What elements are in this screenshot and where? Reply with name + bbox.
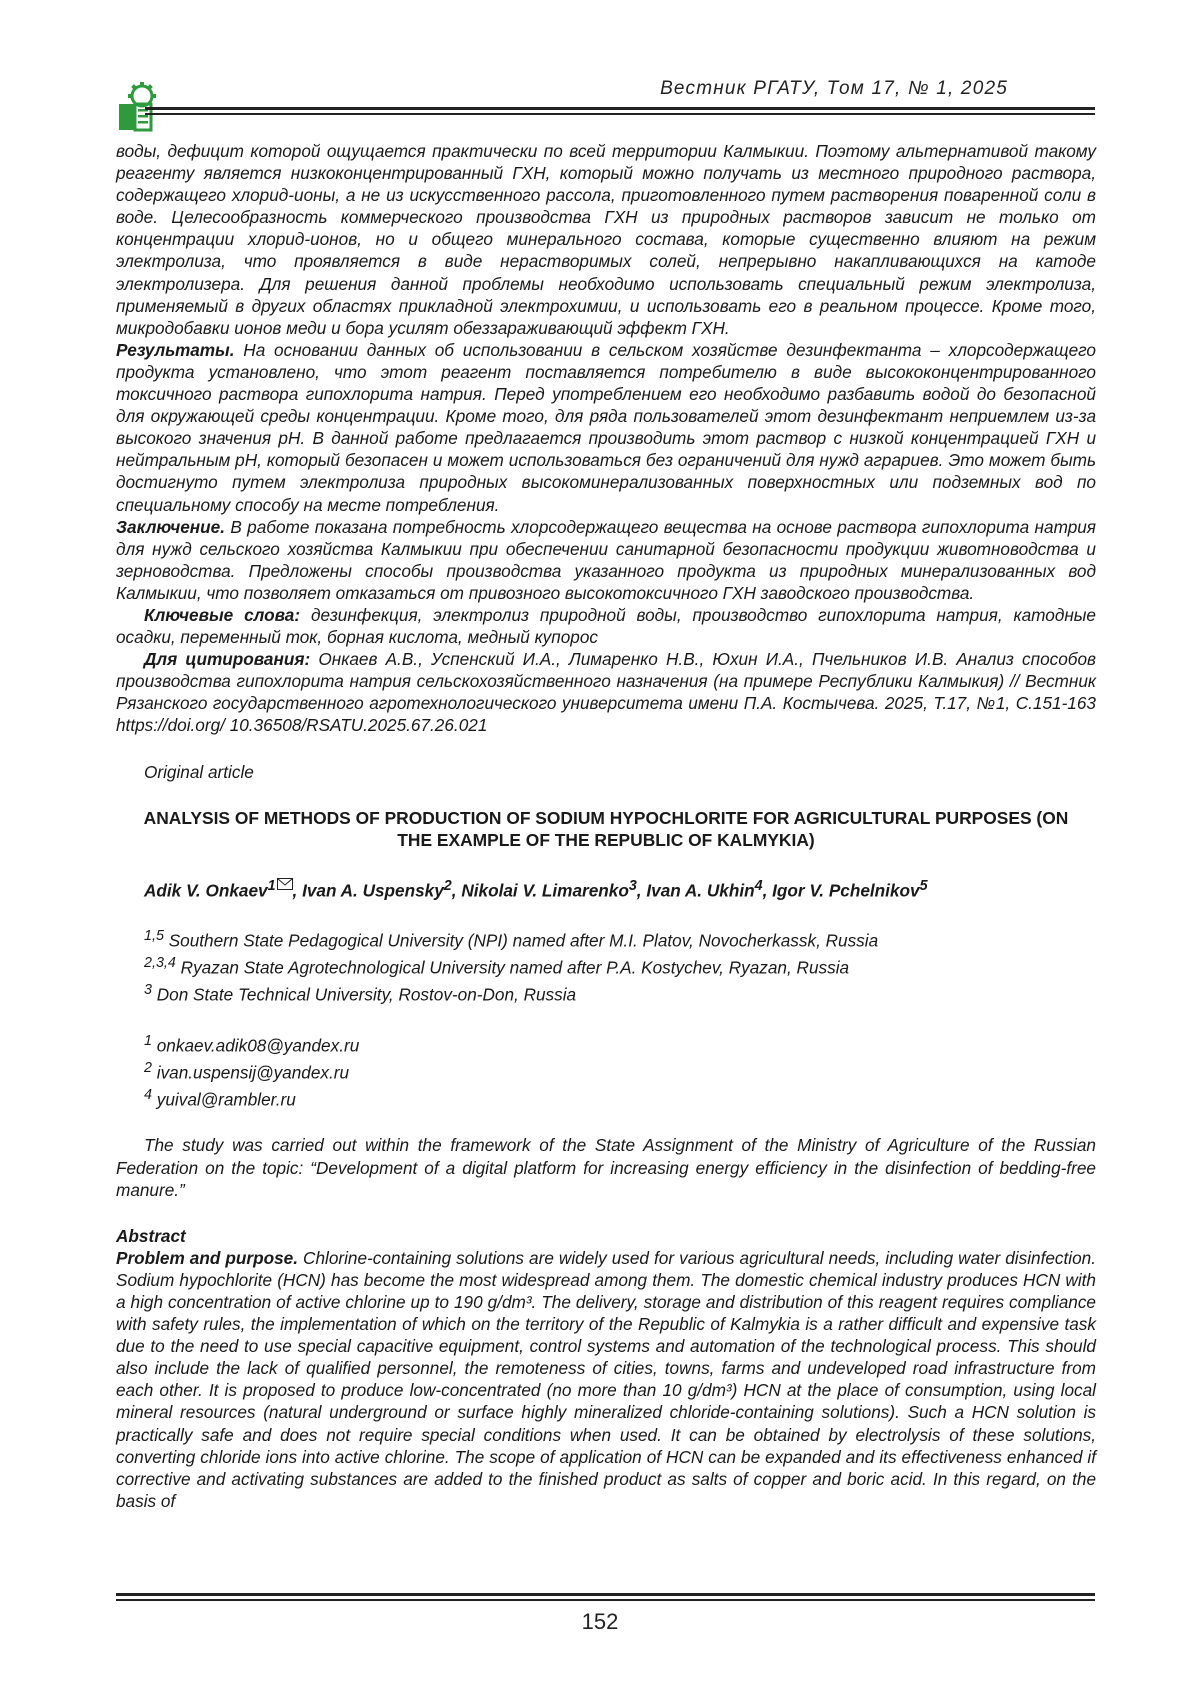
problem-paragraph (116, 1247, 1096, 1512)
author-list: Adik V. Onkaev$^1$ , Ivan A. Uspensky$^2$, Nikolai V. Limarenko$^3$, Ivan A. Ukhin$^4$, Igor V. Pchelnikov$^5$ (144, 877, 928, 901)
affiliation-text: Don State Technical University, Rostov-on-Don, Russia (156, 984, 577, 1005)
problem-text: Chlorine-containing solutions are widely used for various agricultural needs, including water disinfection. Sodium hypochlorite (HCN) has become the most widespread among them. The domestic chemical industry produces HCN with a high concentration of active chlorine up to 190 g/dm³. The delivery, storage and distribution of this reagent requires compliance with safety rules, the implementation of which on the territory of the Republic of Kalmykia is a rather difficult and expensive task due to the need to use special capacitive equipment, control systems and automation of the technological process. This should also include the lack of qualified personnel, the remoteness of cities, towns, farms and undeveloped road infrastructure from each other. It is proposed to produce low-concentrated (no more than 10 g/dm³) HCN at the place of consumption, using local mineral resources (natural underground or surface highly mineralized chloride-containing solutions). Such a HCN solution is practically safe and does not require special conditions when used. It can be obtained by electrolysis of these solutions, converting chloride ions into active chlorine. The scope of application of HCN can be expanded and its effectiveness enhanced if corrective and activating substances are added to the finished product as salts of copper and boric acid. In this regard, on the basis of (116, 1247, 1097, 1511)
affiliation (116, 952, 1096, 979)
ru-conclusion-text: В работе показана потребность хлорсодержащего вещества на основе раствора гипохлорита натрия для нужд сельского хозяйства Калмыкии при обеспечении санитарной безопасности продукции животноводства и зерноводства. Предложены способы производства указанного продукта из природных минерализованных вод Калмыкии, что позволяет отказаться от привозного высокотоксичного ГХН заводского производства. (116, 516, 1096, 603)
author-superscript: 4 (754, 877, 763, 894)
affiliation-superscript: 3 (144, 982, 152, 999)
affiliation-text: Southern State Pedagogical University (NPI) named after M.I. Platov, Novocherkassk, Russia (168, 931, 879, 952)
english-title: ANALYSIS OF METHODS OF PRODUCTION OF SODIUM HYPOCHLORITE FOR AGRICULTURAL PURPOSES (ON THE EXAMPLE OF THE REPUBLIC OF KALMYKIA) (143, 807, 1069, 850)
email-entry (116, 1084, 1096, 1111)
email-link[interactable]: ivan.uspensij@yandex.ru (156, 1062, 350, 1083)
ru-conclusion-paragraph (116, 516, 1096, 604)
email-superscript: 2 (144, 1059, 152, 1076)
footer-rule (116, 1593, 1095, 1596)
email-entry (116, 1030, 1096, 1057)
affiliation (116, 925, 1096, 952)
email-superscript: 4 (144, 1086, 152, 1103)
ru-results-text: На основании данных об использовании в сельском хозяйстве дезинфектанта – хлорсодержащего продукта установлено, что этот реагент поставляется потребителю в виде высококонцентрированного токсичного раствора гипохлорита натрия. Перед употреблением его необходимо разбавить водой до безопасной для окружающей среды концентрации. Кроме того, для ряда пользователей этот дезинфектант неприемлем из-за высокого значения pH. В данной работе предлагается производить этот раствор с низкой концентрацией ГХН и нейтральным pH, который безопасен и может использоваться без ограничений для нужд аграриев. Это может быть достигнуто путем электролиза природных высокоминерализованных поверхностных или подземных вод по специальному способу на месте потребления. (116, 339, 1096, 515)
author-superscript: 2 (443, 877, 452, 894)
page-number: 152 (581, 1609, 619, 1634)
email-entry (116, 1057, 1096, 1084)
ru-results-paragraph (116, 339, 1096, 516)
author-name: Adik V. Onkaev (144, 880, 268, 901)
author-superscript: 3 (628, 877, 637, 894)
affiliation-superscript: 2,3,4 (144, 955, 176, 972)
article-body (116, 140, 1096, 1512)
header-rule (145, 107, 1095, 110)
ru-citation-label: Для цитирования: (144, 649, 311, 670)
problem-label: Problem and purpose. (116, 1247, 298, 1268)
ru-keywords-paragraph (116, 604, 1096, 648)
ru-conclusion-label: Заключение. (116, 516, 226, 537)
ru-citation-paragraph (116, 648, 1096, 736)
ru-keywords-label: Ключевые слова: (144, 604, 301, 625)
footer-rule-thin (116, 1599, 1095, 1601)
ru-intro-paragraph: воды, дефицит которой ощущается практически по всей территории Калмыкии. Поэтому альтернативой такому реагенту является низкоконцентрированный ГХН, который можно получать из местного природного раствора, содержащего хлорид-ионы, а не из искусственного рассола, приготовленного путем растворения поваренной соли в воде. Целесообразность коммерческого производства ГХН из природных растворов зависит не только от концентрации хлорид-ионов, но и общего минерального состава, которые существенно влияют на режим электролиза, что проявляется в виде нерастворимых солей, непрерывно накапливающихся на катоде электролизера. Для решения данной проблемы необходимо использовать специальный режим электролиза, применяемый в других областях прикладной электрохимии, и использовать его в реальном процессе. Кроме того, микродобавки ионов меди и бора усилят обеззараживающий эффект ГХН. (116, 141, 1096, 338)
affiliation-text: Ryazan State Agrotechnological University named after P.A. Kostychev, Ryazan, Russia (180, 958, 850, 979)
author-superscript: 1 (267, 877, 276, 894)
affiliation-superscript: 1,5 (144, 928, 164, 945)
header-rule-thin (145, 113, 1095, 115)
envelope-icon (277, 878, 293, 890)
author-name: Igor V. Pchelnikov (772, 880, 920, 901)
ru-keywords-text: дезинфекция, электролиз природной воды, производство гипохлорита натрия, катодные осадки, переменный ток, борная кислота, медный купорос (116, 604, 1096, 648)
email-superscript: 1 (144, 1032, 152, 1049)
ru-citation-text: Онкаев А.В., Успенский И.А., Лимаренко Н.В., Юхин И.А., Пчельников И.В. Анализ способов производства гипохлорита натрия сельскохозяйственного назначения (на примере Республики Калмыкия) // Вестник Рязанского государственного агротехнологического университета имени П.А. Костычева. 2025, Т.17, №1, С.151-163 https://doi.org/ 10.36508/RSATU.2025.67.26.021 (116, 649, 1096, 736)
abstract-heading: Abstract (116, 1225, 186, 1246)
author-superscript: 5 (919, 877, 928, 894)
affiliation (116, 979, 1096, 1006)
funding-note: The study was carried out within the framework of the State Assignment of the Ministry of Agriculture of the Russian Federation on the topic: “Development of a digital platform for increasing energy efficiency in the disinfection of bedding-free manure.” (116, 1135, 1096, 1200)
ru-results-label: Результаты. (116, 339, 235, 360)
author-name: Nikolai V. Limarenko (461, 880, 629, 901)
email-link[interactable]: onkaev.adik08@yandex.ru (156, 1035, 360, 1056)
author-name: Ivan A. Ukhin (646, 880, 755, 901)
journal-header: Вестник РГАТУ, Том 17, № 1, 2025 (660, 78, 1008, 99)
author-name: Ivan A. Uspensky (302, 880, 444, 901)
email-link[interactable]: yuival@rambler.ru (156, 1089, 296, 1110)
article-type: Original article (144, 761, 254, 782)
